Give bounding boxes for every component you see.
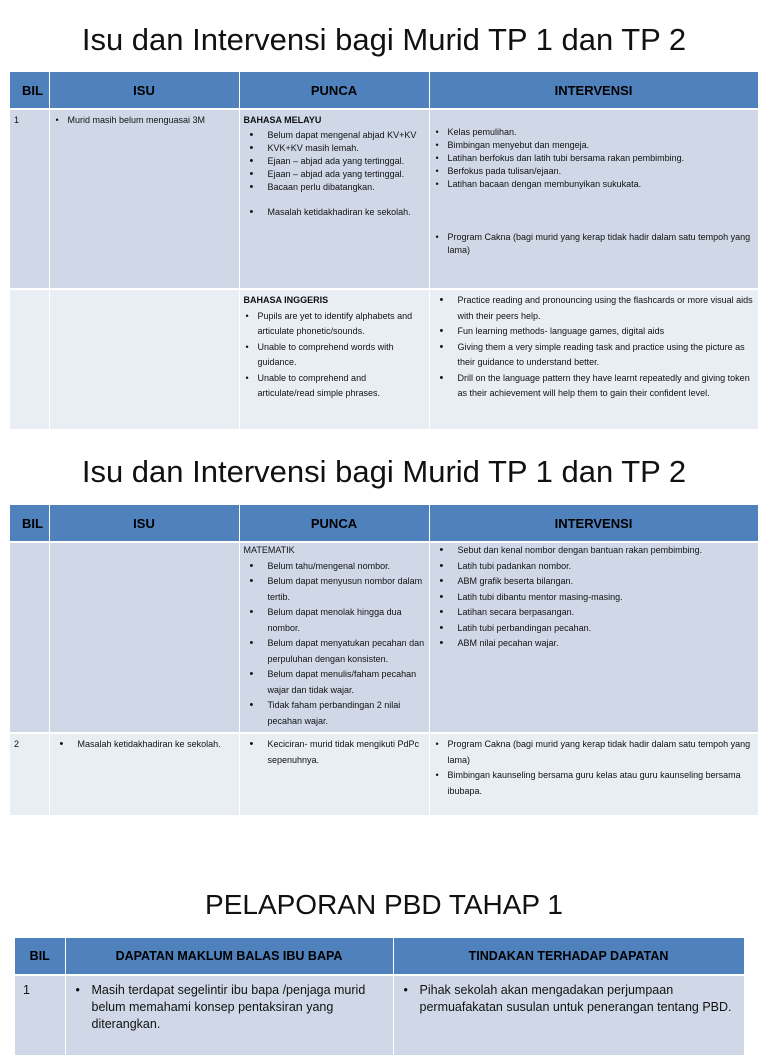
list-item: • Program Cakna (bagi murid yang kerap tidak hadir dalam satu tempoh yang lama): [434, 737, 754, 768]
list-item: • Program Cakna (bagi murid yang kerap tidak hadir dalam satu tempoh yang lama): [434, 231, 754, 257]
table-row: [10, 109, 758, 289]
list-item: • Kelas pemulihan.: [434, 126, 754, 139]
cell-bil: 1: [15, 975, 65, 1055]
slide1-table: [10, 72, 759, 429]
cell-punca: [239, 733, 429, 815]
list-item: • Bimbingan kaunseling bersama guru kelas atau guru kaunseling bersama ibubapa.: [434, 768, 754, 799]
cell-isu: [49, 542, 239, 733]
list-item: • KVK+KV masih lemah.: [244, 142, 425, 155]
list-item: • Keciciran- murid tidak mengikuti PdPc sepenuhnya.: [244, 737, 425, 768]
list-item: • Belum dapat mengenal abjad KV+KV: [244, 129, 425, 142]
header-bil: BIL: [15, 938, 65, 975]
slide2-title: Isu dan Intervensi bagi Murid TP 1 dan TP 2: [81, 454, 687, 489]
punca-heading: BAHASA MELAYU: [243, 115, 322, 125]
slide1-header-row: [10, 72, 758, 109]
cell-intervensi: [429, 542, 758, 733]
header-tindakan: TINDAKAN TERHADAP DAPATAN: [393, 938, 744, 975]
list-item: • Practice reading and pronouncing using the flashcards or more visual aids with their peers help.: [434, 293, 754, 324]
list-item: • Belum dapat menyatukan pecahan dan perpuluhan dengan konsisten.: [244, 636, 425, 667]
header-intervensi: INTERVENSI: [429, 505, 758, 542]
list-item: • Latih tubi padankan nombor.: [434, 559, 754, 575]
table-row: [10, 733, 758, 815]
list-item: • Ejaan – abjad ada yang tertinggal.: [244, 155, 425, 168]
list-item: • Masalah ketidakhadiran ke sekolah.: [244, 206, 425, 219]
cell-isu: [49, 289, 239, 429]
list-item: • Sebut dan kenal nombor dengan bantuan rakan pembimbing.: [434, 543, 754, 559]
cell-dapatan: [65, 975, 393, 1055]
cell-intervensi: [429, 109, 758, 289]
cell-punca: [239, 542, 429, 733]
cell-isu: [49, 109, 239, 289]
cell-bil: [10, 542, 49, 733]
list-item: • Fun learning methods- language games, digital aids: [434, 324, 754, 340]
cell-bil: [10, 289, 49, 429]
slide2-table: [10, 505, 759, 815]
cell-bil: 2: [10, 733, 49, 815]
list-item: • Unable to comprehend and articulate/read simple phrases.: [244, 371, 425, 402]
list-item: • ABM nilai pecahan wajar.: [434, 636, 754, 652]
list-item: • Belum dapat menyusun nombor dalam tertib.: [244, 574, 425, 605]
header-dapatan: DAPATAN MAKLUM BALAS IBU BAPA: [65, 938, 393, 975]
slide2-header-row: [10, 505, 758, 542]
list-item: • ABM grafik beserta bilangan.: [434, 574, 754, 590]
list-item: • Bimbingan menyebut dan mengeja.: [434, 139, 754, 152]
cell-punca: [239, 109, 429, 289]
header-isu: ISU: [49, 505, 239, 542]
list-item: • Ejaan – abjad ada yang tertinggal.: [244, 168, 425, 181]
slide3-table: [15, 938, 745, 1055]
cell-intervensi: [429, 289, 758, 429]
list-item: • Pihak sekolah akan mengadakan perjumpaan permuafakatan susulan untuk penerangan tentang PBD.: [402, 982, 736, 1016]
cell-bil: 1: [10, 109, 49, 289]
list-item: • Bacaan perlu dibatangkan.: [244, 181, 425, 194]
list-item: • Pupils are yet to identify alphabets and articulate phonetic/sounds.: [244, 309, 425, 340]
cell-punca: [239, 289, 429, 429]
header-punca: PUNCA: [239, 72, 429, 109]
table-row: [10, 289, 758, 429]
slide1-title: Isu dan Intervensi bagi Murid TP 1 dan TP 2: [81, 22, 687, 57]
header-intervensi: INTERVENSI: [429, 72, 758, 109]
punca-heading: BAHASA INGGERIS: [243, 295, 329, 305]
header-isu: ISU: [49, 72, 239, 109]
list-item: • Drill on the language pattern they have learnt repeatedly and giving token as their achievement will help them to gain their confident level.: [434, 371, 754, 402]
list-item: • Latihan berfokus dan latih tubi bersama rakan pembimbing.: [434, 152, 754, 165]
cell-isu: [49, 733, 239, 815]
list-item: • Berfokus pada tulisan/ejaan.: [434, 165, 754, 178]
list-item: • Unable to comprehend words with guidance.: [244, 340, 425, 371]
cell-tindakan: [393, 975, 744, 1055]
list-item: • Masih terdapat segelintir ibu bapa /penjaga murid belum memahami konsep pentaksiran yang diterangkan.: [74, 982, 385, 1033]
list-item: • Latihan bacaan dengan membunyikan sukukata.: [434, 178, 754, 191]
punca-heading: MATEMATIK: [243, 545, 295, 555]
list-item: • Murid masih belum menguasai 3M: [54, 113, 235, 129]
slide3-header-row: [15, 938, 744, 975]
list-item: • Masalah ketidakhadiran ke sekolah.: [54, 737, 235, 753]
header-bil: BIL: [10, 72, 49, 109]
list-item: • Belum tahu/mengenal nombor.: [244, 559, 425, 575]
list-item: • Belum dapat menulis/faham pecahan wajar dan tidak wajar.: [244, 667, 425, 698]
table-row: [10, 542, 758, 733]
list-item: • Belum dapat menolak hingga dua nombor.: [244, 605, 425, 636]
list-item: • Latihan secara berpasangan.: [434, 605, 754, 621]
table-row: [15, 975, 744, 1055]
list-item: • Latih tubi perbandingan pecahan.: [434, 621, 754, 637]
header-bil: BIL: [10, 505, 49, 542]
header-punca: PUNCA: [239, 505, 429, 542]
cell-intervensi: [429, 733, 758, 815]
list-item: • Giving them a very simple reading task and practice using the picture as their guidance to understand better.: [434, 340, 754, 371]
slide3-title: PELAPORAN PBD TAHAP 1: [205, 889, 563, 920]
list-item: • Latih tubi dibantu mentor masing-masing.: [434, 590, 754, 606]
list-item: • Tidak faham perbandingan 2 nilai pecahan wajar.: [244, 698, 425, 729]
